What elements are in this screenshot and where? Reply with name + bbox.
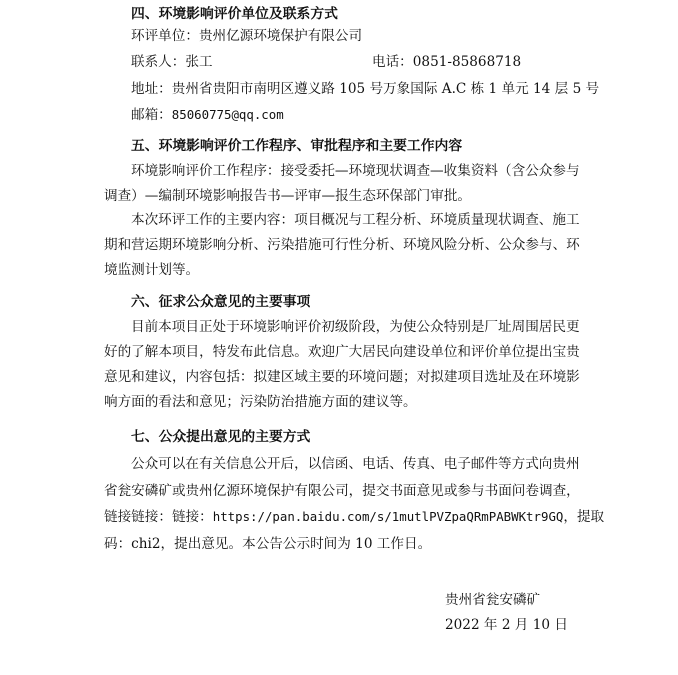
section-6-line-1: 目前本项目正处于环境影响评价初级阶段，为使公众特别是厂址周围居民更 [131,319,580,335]
signature-org: 贵州省瓮安磷矿 [445,592,541,608]
email-label: 邮箱： [131,107,172,123]
email-line [131,106,284,124]
section-5-para-2-line-2: 期和营运期环境影响分析、污染措施可行性分析、环境风险分析、公众参与、环 [104,237,580,253]
section-5-para-2-line-3: 境监测计划等。 [104,262,200,278]
section-4-heading: 四、环境影响评价单位及联系方式 [131,6,338,22]
section-5-para-2-line-1: 本次环评工作的主要内容：项目概况与工程分析、环境质量现状调查、施工 [131,212,580,228]
section-5-para-1-line-2: 调查）—编制环境影响报告书—评审—报生态环保部门审批。 [104,188,472,204]
baidu-pan-link[interactable]: https://pan.baidu.com/s/1mutlPVZpaQRmPABWKtr9GQ [212,509,564,524]
section-7-line-1: 公众可以在有关信息公开后，以信函、电话、传真、电子邮件等方式向贵州 [131,456,580,472]
section-7-line-4: 码：chi2，提出意见。本公告公示时间为 10 工作日。 [104,536,432,552]
address-line: 地址：贵州省贵阳市南明区遵义路 105 号万象国际 A.C 栋 1 单元 14 层 5 号 [131,81,600,97]
link-prefix: 链接链接：链接： [104,509,213,525]
section-6-line-3: 意见和建议，内容包括：拟建区域主要的环境问题；对拟建项目选址及在环境影 [104,369,580,385]
section-7-heading: 七、公众提出意见的主要方式 [131,429,311,445]
section-6-line-4: 响方面的看法和意见；污染防治措施方面的建议等。 [104,394,417,410]
section-7-line-3 [104,508,604,526]
section-6-line-2: 好的了解本项目，特发布此信息。欢迎广大居民向建设单位和评价单位提出宝贵 [104,344,580,360]
phone-line: 电话：0851-85868718 [372,54,522,70]
section-5-heading: 五、环境影响评价工作程序、审批程序和主要工作内容 [131,138,463,154]
signature-date: 2022 年 2 月 10 日 [445,617,568,633]
section-7-line-2: 省瓮安磷矿或贵州亿源环境保护有限公司，提交书面意见或参与书面问卷调查， [104,483,580,499]
section-5-para-1-line-1: 环境影响评价工作程序：接受委托—环境现状调查—收集资料（含公众参与 [131,163,580,179]
eia-unit-line: 环评单位：贵州亿源环境保护有限公司 [131,28,363,44]
link-suffix: ，提取 [563,509,605,525]
email-address: 85060775@qq.com [171,107,284,122]
section-6-heading: 六、征求公众意见的主要事项 [131,294,311,310]
contact-person-line: 联系人：张工 [131,54,213,70]
